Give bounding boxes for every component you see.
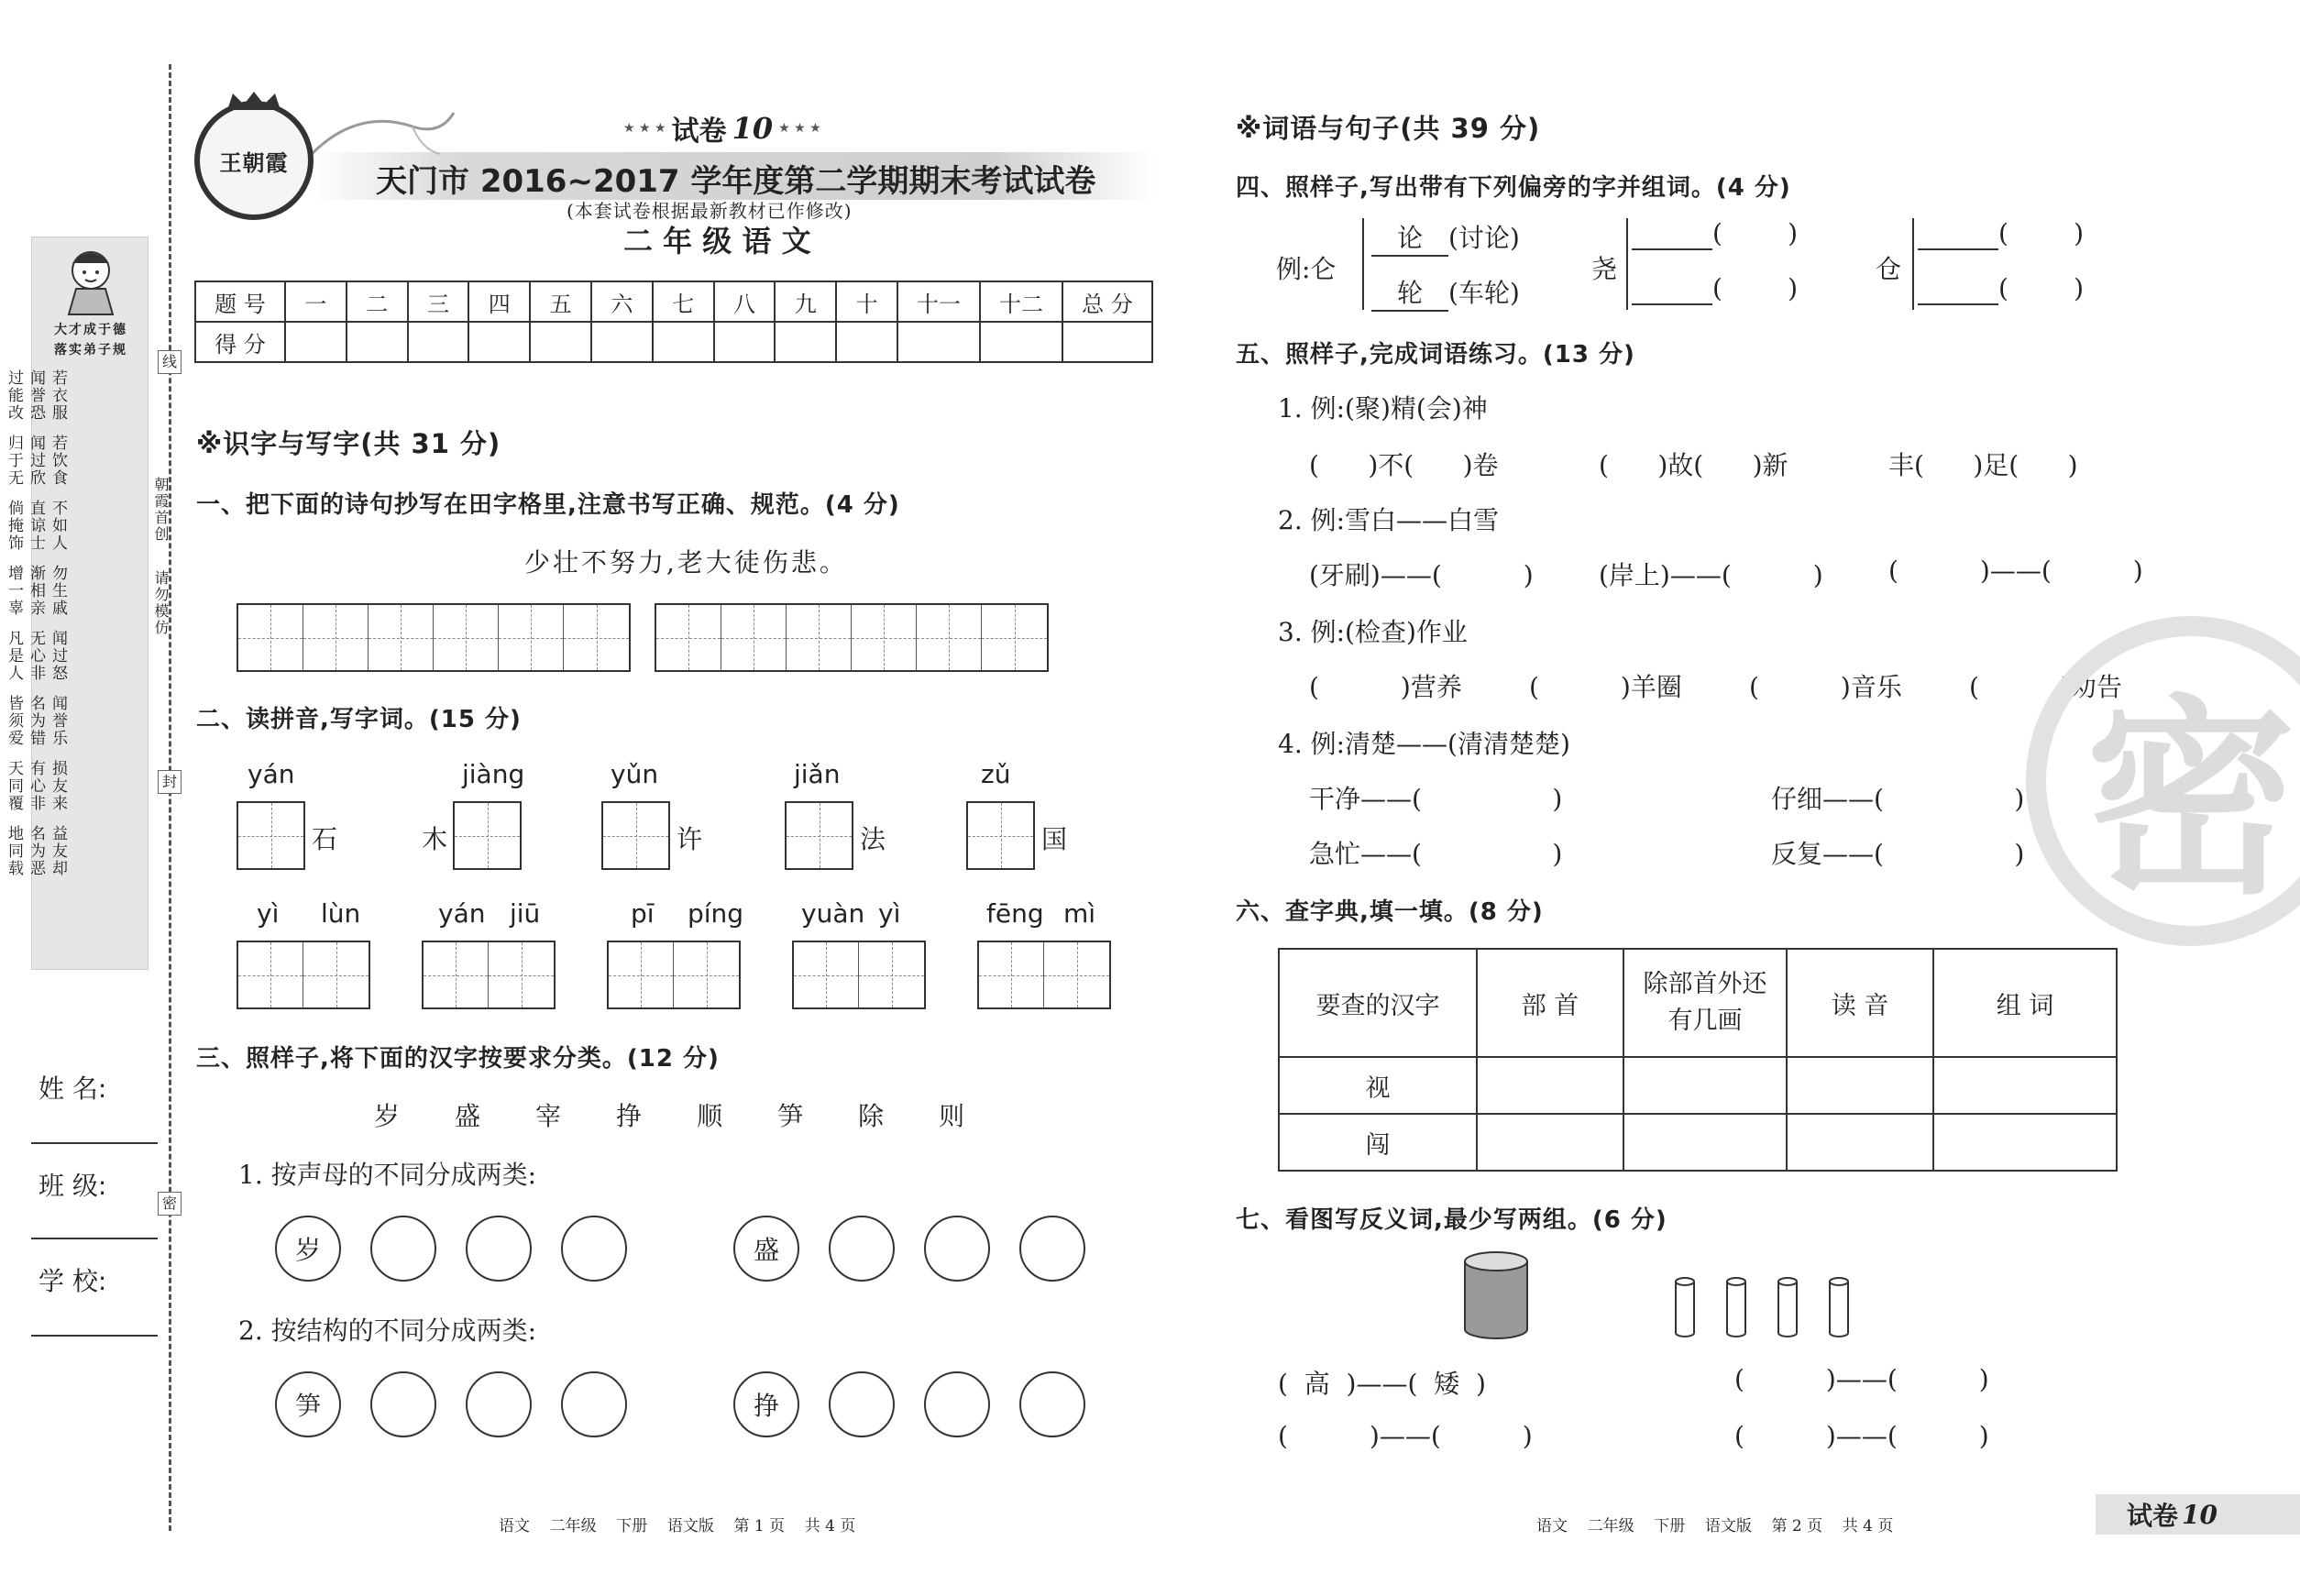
exercise-4-c[interactable]: 急忙——( ) bbox=[1309, 839, 1563, 869]
pinyin-label: mì bbox=[1063, 898, 1096, 929]
sort-circle[interactable] bbox=[561, 1216, 627, 1282]
stars-left: ★ ★ ★ bbox=[623, 121, 666, 136]
question-7: 七、看图写反义词,最少写两组。(6 分) bbox=[1236, 1206, 1667, 1234]
dict-input[interactable] bbox=[1623, 1114, 1787, 1171]
subquestion-2: 2. 按结构的不同分成两类: bbox=[238, 1315, 537, 1346]
page-tag-label: 试卷 bbox=[2127, 1501, 2179, 1531]
brand-logo bbox=[194, 101, 314, 220]
exercise-2-b[interactable]: (岸上)——( ) bbox=[1599, 560, 1823, 590]
pinyin-label: yán bbox=[438, 898, 486, 929]
dict-input[interactable] bbox=[1623, 1057, 1787, 1114]
score-table-header-row bbox=[195, 281, 1152, 322]
exam-note: (本套试卷根据最新教材已作修改) bbox=[567, 200, 853, 222]
score-input[interactable] bbox=[1062, 322, 1152, 362]
exam-number bbox=[623, 108, 821, 149]
section-words-title: ※词语与句子(共 39 分) bbox=[1236, 113, 1541, 144]
score-input[interactable] bbox=[714, 322, 776, 362]
poem-group: 倘掩饰 直谅士 不如人 bbox=[5, 500, 67, 552]
score-cell: 九 bbox=[775, 281, 836, 322]
score-cell: 一 bbox=[285, 281, 347, 322]
pinyin-label: jiàng bbox=[462, 759, 525, 789]
pinyin-char: 法 bbox=[860, 824, 886, 854]
pinyin-word-box[interactable] bbox=[792, 941, 926, 1009]
question-1: 一、把下面的诗句抄写在田字格里,注意书写正确、规范。(4 分) bbox=[196, 491, 900, 519]
page-tag bbox=[2096, 1494, 2300, 1535]
score-input[interactable] bbox=[836, 322, 897, 362]
exercise-1-c[interactable]: 丰( )足( ) bbox=[1888, 450, 2078, 480]
sort-circle[interactable] bbox=[924, 1216, 990, 1282]
pinyin-label: zǔ bbox=[981, 759, 1011, 789]
dict-head-char: 要查的汉字 bbox=[1279, 949, 1477, 1057]
dictionary-row bbox=[1279, 1057, 2117, 1114]
sort-circle[interactable] bbox=[1019, 1216, 1085, 1282]
question-3: 三、照样子,将下面的汉字按要求分类。(12 分) bbox=[196, 1045, 720, 1073]
exercise-4-d[interactable]: 反复——( ) bbox=[1771, 839, 2025, 869]
exercise-3-c[interactable]: ( )音乐 bbox=[1749, 672, 1902, 702]
exam-title: 天门市 2016~2017 学年度第二学期期末考试试卷 bbox=[376, 163, 1096, 200]
poem-group: 凡是人 无心非 闻过怒 bbox=[5, 630, 67, 682]
radical-3-blank-2[interactable]: ( ) bbox=[1918, 273, 2084, 305]
school-field-label: 学 校: bbox=[39, 1266, 107, 1296]
sort-circle[interactable] bbox=[829, 1371, 895, 1437]
bracket-line bbox=[1912, 218, 1914, 310]
sort-circle[interactable] bbox=[466, 1371, 532, 1437]
dict-head-strokes: 除部首外还有几画 bbox=[1623, 949, 1787, 1057]
writing-grid-1[interactable] bbox=[237, 603, 631, 672]
dict-head-word: 组 词 bbox=[1933, 949, 2117, 1057]
score-cell: 八 bbox=[714, 281, 776, 322]
sidebar-poem bbox=[5, 369, 149, 890]
char-list bbox=[374, 1096, 964, 1133]
circle-row-2 bbox=[733, 1216, 1085, 1282]
secret-stamp-text: 密 bbox=[2085, 677, 2296, 923]
exercise-1-a[interactable]: ( )不( )卷 bbox=[1309, 450, 1499, 480]
exercise-2-example: 2. 例:雪白——白雪 bbox=[1278, 505, 1500, 535]
score-cell-label: 题 号 bbox=[195, 281, 285, 322]
score-cell: 十一 bbox=[897, 281, 980, 322]
dict-input[interactable] bbox=[1787, 1057, 1933, 1114]
pinyin-char: 木 bbox=[422, 824, 448, 854]
example-char-2: 轮 bbox=[1371, 273, 1448, 312]
pinyin-label: píng bbox=[688, 898, 744, 929]
pinyin-word-box[interactable] bbox=[422, 941, 556, 1009]
pinyin-label: yǔn bbox=[611, 759, 659, 789]
gutter-note-2: 请勿模仿 bbox=[152, 570, 170, 636]
question-4: 四、照样子,写出带有下列偏旁的字并组词。(4 分) bbox=[1236, 174, 1791, 202]
question-2: 二、读拼音,写字词。(15 分) bbox=[196, 706, 522, 733]
dict-input[interactable] bbox=[1933, 1057, 2117, 1114]
name-field-label: 姓 名: bbox=[39, 1073, 107, 1104]
dict-char: 闯 bbox=[1279, 1114, 1477, 1171]
score-cell: 六 bbox=[591, 281, 653, 322]
radical-3: 仓 bbox=[1876, 254, 1902, 284]
seal-mark-secret: 密 bbox=[158, 1192, 182, 1216]
circle-row-3 bbox=[275, 1371, 627, 1437]
poem-group: 归于无 闻过欣 若饮食 bbox=[5, 435, 67, 487]
bracket-line bbox=[1362, 218, 1364, 310]
section-literacy-title: ※识字与写字(共 31 分) bbox=[196, 428, 501, 459]
pinyin-label: jiǎn bbox=[794, 759, 841, 789]
seal-mark-seal: 封 bbox=[158, 770, 182, 794]
example-phrase-2: (车轮) bbox=[1448, 278, 1520, 308]
question-6: 六、查字典,填一填。(8 分) bbox=[1236, 898, 1544, 926]
cartoon-child-icon bbox=[50, 243, 131, 316]
example-char-1: 论 bbox=[1371, 218, 1448, 257]
score-cell: 总 分 bbox=[1062, 281, 1152, 322]
antonym-blank-2[interactable]: ( )——( ) bbox=[1278, 1421, 1533, 1451]
sort-circle[interactable] bbox=[1019, 1371, 1085, 1437]
pinyin-label: yì bbox=[257, 898, 280, 929]
pinyin-answer-box[interactable] bbox=[453, 801, 522, 870]
score-cell: 七 bbox=[653, 281, 714, 322]
subquestion-1: 1. 按声母的不同分成两类: bbox=[238, 1160, 537, 1190]
sort-circle-filled: 挣 bbox=[733, 1371, 799, 1437]
pinyin-label: pī bbox=[631, 898, 655, 929]
score-cell: 五 bbox=[530, 281, 591, 322]
exercise-4-b[interactable]: 仔细——( ) bbox=[1771, 784, 2025, 814]
crown-icon bbox=[224, 90, 284, 112]
sort-circle[interactable] bbox=[924, 1371, 990, 1437]
dict-head-radical: 部 首 bbox=[1477, 949, 1623, 1057]
radical-2-blank-2[interactable]: ( ) bbox=[1632, 273, 1798, 305]
char-item: 宰 bbox=[535, 1101, 562, 1131]
poem-group: 天同覆 有心非 损友来 bbox=[5, 760, 67, 812]
question-5: 五、照样子,完成词语练习。(13 分) bbox=[1236, 341, 1635, 369]
sort-circle[interactable] bbox=[466, 1216, 532, 1282]
score-cell: 十 bbox=[836, 281, 897, 322]
pinyin-answer-box[interactable] bbox=[237, 801, 305, 870]
page-footer-2: 语文 二年级 下册 语文版 第 2 页 共 4 页 bbox=[1536, 1517, 1894, 1535]
poem-line: 少壮不努力,老大徒伤悲。 bbox=[524, 547, 848, 578]
radical-3-blank-1[interactable]: ( ) bbox=[1918, 218, 2084, 250]
score-input[interactable] bbox=[347, 322, 408, 362]
seal-line bbox=[169, 64, 171, 1531]
score-cell: 十二 bbox=[980, 281, 1062, 322]
secret-stamp bbox=[2026, 616, 2300, 946]
radical-2: 尧 bbox=[1591, 254, 1618, 284]
char-item: 盛 bbox=[455, 1101, 481, 1131]
sort-circle[interactable] bbox=[829, 1216, 895, 1282]
brand-logo-text: 王朝霞 bbox=[219, 149, 289, 176]
example-phrase-1: (讨论) bbox=[1448, 223, 1520, 253]
score-input[interactable] bbox=[653, 322, 714, 362]
poem-group: 皆须爱 名为错 闻誉乐 bbox=[5, 695, 67, 747]
exam-label: 试卷 bbox=[671, 116, 727, 148]
score-table-score-row bbox=[195, 322, 1152, 362]
char-item: 笋 bbox=[777, 1101, 804, 1131]
writing-grid-2[interactable] bbox=[655, 603, 1049, 672]
tall-cylinder-icon bbox=[1461, 1250, 1531, 1342]
char-item: 则 bbox=[939, 1101, 965, 1131]
pinyin-word-box[interactable] bbox=[607, 941, 741, 1009]
score-input[interactable] bbox=[468, 322, 530, 362]
pinyin-label: yán bbox=[248, 759, 295, 789]
dict-input[interactable] bbox=[1477, 1057, 1623, 1114]
antonym-blank-1[interactable]: ( )——( ) bbox=[1734, 1364, 1989, 1394]
antonym-example: ( 高 )——( 矮 ) bbox=[1278, 1369, 1486, 1399]
pinyin-char: 石 bbox=[312, 824, 338, 854]
radical-2-blank-1[interactable]: ( ) bbox=[1632, 218, 1798, 250]
pinyin-label: lùn bbox=[321, 898, 361, 929]
thin-cylinders-icon bbox=[1670, 1274, 1863, 1340]
sidebar-motto-2: 落实弟子规 bbox=[54, 343, 127, 358]
sort-circle-filled: 笋 bbox=[275, 1371, 341, 1437]
exercise-2-a[interactable]: (牙刷)——( ) bbox=[1309, 560, 1534, 590]
score-table bbox=[194, 281, 1153, 363]
antonym-blank-3[interactable]: ( )——( ) bbox=[1734, 1421, 1989, 1451]
pinyin-label: jiū bbox=[510, 898, 541, 929]
char-item: 除 bbox=[858, 1101, 885, 1131]
seal-mark-line: 线 bbox=[158, 350, 182, 374]
exercise-1-example: 1. 例:(聚)精(会)神 bbox=[1278, 393, 1488, 424]
exam-num: 10 bbox=[732, 111, 774, 146]
school-field-line[interactable] bbox=[31, 1335, 158, 1337]
dict-input[interactable] bbox=[1477, 1114, 1623, 1171]
pinyin-word-box[interactable] bbox=[977, 941, 1111, 1009]
example-word-2 bbox=[1371, 273, 1520, 312]
pinyin-answer-box[interactable] bbox=[601, 801, 670, 870]
dict-char: 视 bbox=[1279, 1057, 1477, 1114]
dictionary-row bbox=[1279, 1114, 2117, 1171]
pinyin-char: 许 bbox=[677, 824, 703, 854]
pinyin-label: yì bbox=[878, 898, 901, 929]
char-item: 挣 bbox=[616, 1101, 643, 1131]
class-field-line[interactable] bbox=[31, 1238, 158, 1239]
pinyin-char: 国 bbox=[1041, 824, 1068, 854]
exercise-1-b[interactable]: ( )故( )新 bbox=[1599, 450, 1788, 480]
sort-circle[interactable] bbox=[370, 1371, 436, 1437]
exercise-2-c[interactable]: ( )——( ) bbox=[1888, 556, 2143, 586]
dict-input[interactable] bbox=[1933, 1114, 2117, 1171]
page-tag-num: 10 bbox=[2182, 1499, 2217, 1530]
gutter-note-1: 朝霞首创 bbox=[152, 477, 170, 543]
exercise-4-a[interactable]: 干净——( ) bbox=[1309, 784, 1563, 814]
exercise-3-d[interactable]: ( )劝告 bbox=[1969, 672, 2122, 702]
class-field-label: 班 级: bbox=[39, 1171, 107, 1201]
sidebar-poem-panel bbox=[5, 237, 149, 970]
score-cell: 四 bbox=[468, 281, 530, 322]
example-radical: 例:仑 bbox=[1276, 254, 1337, 284]
pinyin-answer-box[interactable] bbox=[785, 801, 853, 870]
pinyin-label: fēng bbox=[986, 898, 1044, 929]
score-input[interactable] bbox=[897, 322, 980, 362]
score-cell: 三 bbox=[408, 281, 469, 322]
example-word-1 bbox=[1371, 218, 1520, 257]
score-input[interactable] bbox=[285, 322, 347, 362]
score-input[interactable] bbox=[591, 322, 653, 362]
dictionary-header-row bbox=[1279, 949, 2117, 1057]
char-item: 顺 bbox=[697, 1101, 723, 1131]
poem-group: 增一辜 渐相亲 勿生戚 bbox=[5, 565, 67, 617]
score-cell: 二 bbox=[347, 281, 408, 322]
stars-right: ★ ★ ★ bbox=[778, 121, 821, 136]
sort-circle-filled: 盛 bbox=[733, 1216, 799, 1282]
sort-circle[interactable] bbox=[370, 1216, 436, 1282]
char-item: 岁 bbox=[374, 1101, 401, 1131]
ribbon-decoration-icon bbox=[303, 99, 458, 163]
score-input[interactable] bbox=[530, 322, 591, 362]
score-input[interactable] bbox=[775, 322, 836, 362]
exercise-3-example: 3. 例:(检查)作业 bbox=[1278, 617, 1468, 647]
name-field-line[interactable] bbox=[31, 1142, 158, 1144]
dict-head-pronunciation: 读 音 bbox=[1787, 949, 1933, 1057]
pinyin-word-box[interactable] bbox=[237, 941, 370, 1009]
sort-circle[interactable] bbox=[561, 1371, 627, 1437]
circle-row-4 bbox=[733, 1371, 1085, 1437]
pinyin-answer-box[interactable] bbox=[966, 801, 1035, 870]
score-row-label: 得 分 bbox=[195, 322, 285, 362]
pinyin-label: yuàn bbox=[801, 898, 865, 929]
dictionary-table bbox=[1278, 948, 2118, 1172]
poem-group: 过能改 闻誉恐 若衣服 bbox=[5, 369, 67, 422]
exercise-3-b[interactable]: ( )羊圈 bbox=[1529, 672, 1682, 702]
poem-group: 地同载 名为恶 益友却 bbox=[5, 825, 67, 877]
sidebar-motto-1: 大才成于德 bbox=[54, 323, 127, 337]
page-footer-1: 语文 二年级 下册 语文版 第 1 页 共 4 页 bbox=[499, 1517, 856, 1535]
score-input[interactable] bbox=[408, 322, 469, 362]
exercise-3-a[interactable]: ( )营养 bbox=[1309, 672, 1462, 702]
dict-input[interactable] bbox=[1787, 1114, 1933, 1171]
bracket-line bbox=[1626, 218, 1628, 310]
exercise-4-example: 4. 例:清楚——(清清楚楚) bbox=[1278, 729, 1570, 759]
score-input[interactable] bbox=[980, 322, 1062, 362]
circle-row-1 bbox=[275, 1216, 627, 1282]
exam-subject: 二 年 级 语 文 bbox=[623, 224, 811, 259]
sort-circle-filled: 岁 bbox=[275, 1216, 341, 1282]
